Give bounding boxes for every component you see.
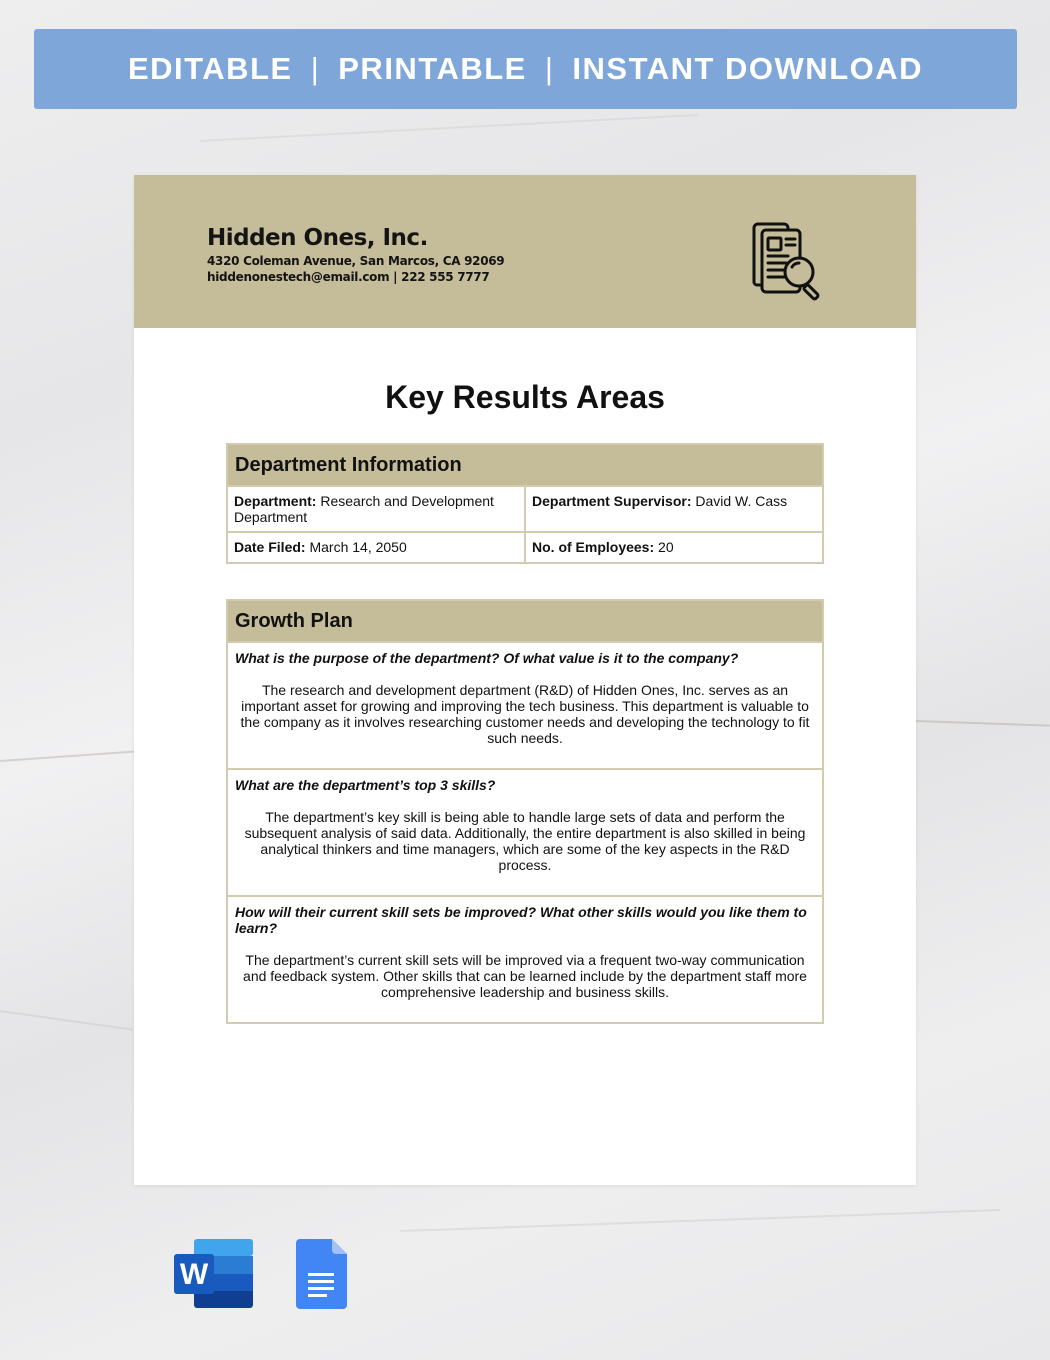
banner-separator: | [544, 51, 555, 86]
banner-item-printable: PRINTABLE [338, 51, 527, 86]
company-address: 4320 Coleman Avenue, San Marcos, CA 92069 [207, 254, 505, 268]
company-name: Hidden Ones, Inc. [207, 225, 428, 251]
microsoft-word-icon[interactable] [174, 1239, 254, 1309]
field-label: Department Supervisor: [532, 493, 692, 509]
field-date-filed [227, 532, 525, 563]
background-vein [0, 1010, 133, 1031]
field-value: Research and Development Department [234, 493, 494, 525]
field-value: David W. Cass [691, 493, 788, 509]
answer: The research and development department (R&D) of Hidden Ones, Inc. serves as an important asset for growing and improving the tech business. This department is valuable to the company as it involves researching customer needs and developing the technology to fit such needs. [240, 682, 810, 746]
background-vein [0, 750, 140, 762]
section-heading: Department Information [227, 444, 823, 486]
question: How will their current skill sets be improved? What other skills would you like them to learn? [235, 904, 807, 936]
field-label: Date Filed: [234, 539, 306, 555]
field-no-of-employees [525, 532, 823, 563]
question: What is the purpose of the department? Of what value is it to the company? [235, 650, 739, 666]
question: What are the department’s top 3 skills? [235, 777, 496, 793]
field-department [227, 486, 525, 532]
document-title: Key Results Areas [385, 379, 665, 415]
field-department-supervisor [525, 486, 823, 532]
answer: The department’s current skill sets will be improved via a frequent two-way communication and feedback system. Other skills that can be learned include by the department staff more comprehensive leadership and business skills. [243, 952, 807, 1000]
banner-item-editable: EDITABLE [127, 51, 293, 86]
banner-item-instant-download: INSTANT DOWNLOAD [572, 51, 924, 86]
background-vein [400, 1209, 1000, 1232]
growth-plan-item [227, 642, 823, 769]
field-label: No. of Employees: [532, 539, 655, 555]
google-docs-icon[interactable] [296, 1239, 348, 1309]
background-vein [916, 720, 1050, 727]
growth-plan-table [226, 599, 824, 1024]
features-banner [34, 29, 1017, 109]
department-info-table [226, 443, 824, 564]
word-letter: W [179, 1258, 209, 1291]
answer: The department’s key skill is being able to handle large sets of data and perform the subsequent analysis of said data. Additionally, the entire department is also skilled in being analytical thinkers and time managers, which are some of the key aspects in the R&D process. [244, 809, 806, 873]
field-value: March 14, 2050 [305, 539, 407, 555]
banner-separator: | [310, 51, 321, 86]
section-heading: Growth Plan [227, 600, 823, 642]
background-vein [200, 114, 699, 142]
document-search-icon [744, 220, 834, 305]
field-value: 20 [654, 539, 674, 555]
document-page [134, 175, 916, 1185]
growth-plan-item [227, 896, 823, 1023]
letterhead [134, 175, 916, 328]
field-label: Department: [234, 493, 317, 509]
company-contact: hiddenonestech@email.com | 222 555 7777 [207, 270, 490, 284]
growth-plan-item [227, 769, 823, 896]
